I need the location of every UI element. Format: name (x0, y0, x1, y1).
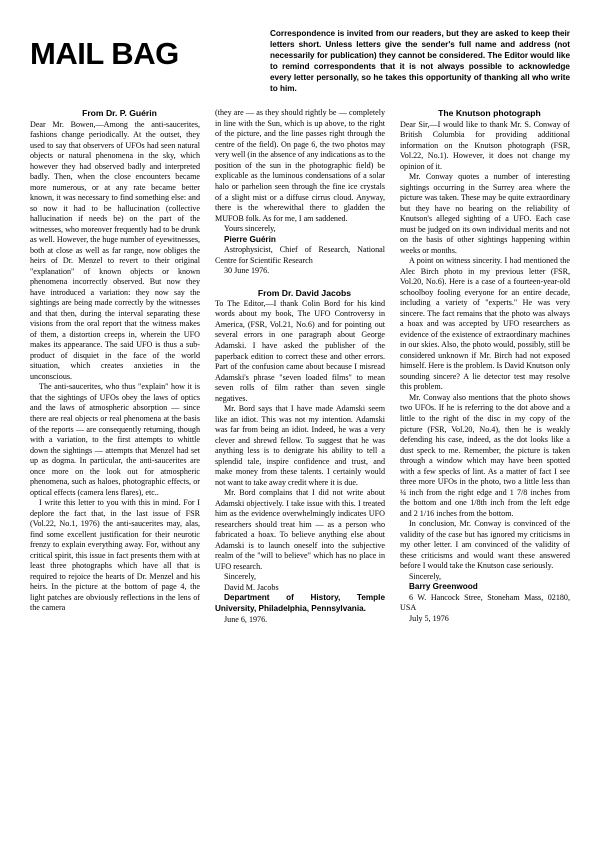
paragraph: The anti-saucerites, who thus "explain" how it is that the sightings of UFOs obey the laws of optics and the laws of atmospheric absorption — since there are real objects or real phenomena at the basis of the reports — are consequently returning, though with a variation, to the first attempts to whittle down the sightings — attempts that Menzel had set up as dogma. In particular, the anti-saucerites are once more on the look out for atmospheric phenomena, such as haloes, photographic effects, or optical effects (camera lens flares), etc.. (30, 382, 200, 497)
paragraph: (they are — as they should rightly be — completely in line with the Sun, which is up above, to the right of the picture, and the line passes right through the centre of the field). On page 6, the two photos may very well (in the absence of any indications as to the position of the sun in the photographic field) be explicable as the luminous condensations of a solar halo or parhelion seen through the fine ice crystals of a slight mist or a diffuse cirrus cloud. Anyway, there is the wherewithal there to gladden the MUFOB folk. As for me, I am saddened. (215, 108, 385, 223)
signature-name: Barry Greenwood (409, 582, 478, 592)
signature-address: 6 W. Hancock Stree, Stoneham Mass, 02180, USA (400, 592, 570, 613)
editorial-note: Correspondence is invited from our readers, but they are asked to keep their letters short. Unless letters give the sender's full name and address (not necessarily for publication) they cannot be considered. The Editor would like to remind correspondents that it is not always possible to acknowledge every letter personally, so he takes this opportunity of thanking all who write to him. (270, 29, 570, 94)
page-title: MAIL BAG (30, 36, 179, 71)
paragraph: Mr. Bord says that I have made Adamski seem like an idiot. This was not my intention. Adamski was far from being an idiot. Indeed, he was a very clever and shrewd fellow. To suggest that he was anything less is to denigrate his ability to tell a splendid tale, inspire confidence and trust, and make money from these talents. I certainly would not want to take away credit where it is due. (215, 404, 385, 487)
signoff: Sincerely, (409, 571, 442, 581)
paragraph: Sincerely, (224, 572, 257, 582)
paragraph: To The Editor,—I thank Colin Bord for his kind words about my book, The UFO Controversy in America, (FSR, Vol.21, No.6) and for pointing out several errors in one paragraph about George Adamski. I have asked the publisher of the paperback edition to correct these and other errors. Part of the confusion came about because I misread Adamski's phrase "seven loaded films" to mean seven rolls of film rather than seven single negatives. (215, 298, 385, 403)
signature-name: Department of History, Temple University, Philadelphia, Pennsylvania. (215, 593, 385, 614)
letter-heading-jacobs: From Dr. David Jacobs (257, 287, 352, 298)
paragraph: Mr. Bord complains that I did not write about Adamski objectively. I take issue with this. I treated him as the evidence overwhelmingly indicates UFO researchers should treat him — as a person who fabricated a hoax. To believe anything else about Adamski is to launch oneself into the subjective realm of the "will to believe" which has no place in UFO research. (215, 488, 385, 571)
column-right (400, 108, 570, 624)
signoff: David M. Jacobs (224, 582, 279, 592)
masthead (30, 28, 570, 94)
letter-heading-knutson: The Knutson photograph (438, 108, 541, 119)
article-columns (30, 108, 570, 625)
signature-date: 30 June 1976. (224, 266, 270, 276)
signature-name: Pierre Guérin (224, 234, 276, 244)
signature-affiliation: June 6, 1976. (224, 614, 268, 624)
paragraph: In conclusion, Mr. Conway is convinced of the validity of the case but has ignored my criticisms in my other letter. I am convinced of the validity of these criticisms and would want these answered before I would take the Knutson case seriously. (400, 519, 570, 571)
paragraph: A point on witness sincerity. I had mentioned the Alec Birch photo in my previous letter (FSR, Vol.20, No.6). Here is a case of a fourteen-year-old schoolboy fooling everyone for an entire decade, including a variety of "experts." He was very sincere. The fact remains that the photo was always a hoax and was accepted by UFO researchers as evidence of the existence of extraordinary machines in our skies. Also, the photo would, possibly, still be considered unknown if Mr. Birch had not exposed himself. Here is the problem. Is David Knutson only sounding sincere? A lie detector test may resolve this problem. (400, 256, 570, 392)
paragraph: I write this letter to you with this in mind. For I deplore the fact that, in the last issue of FSR (Vol.22, No.1, 1976) the anti-saucerites may, alas, find some excellent justification for their neurotic frenzy to explain everything away. For, without any critical spirit, this issue in fact presents them with at least three photographs which have all that is required to rejoice the hearts of Dr. Menzel and his heirs. In the picture at the bottom of page 4, the light patches are obviously reflections in the lens of the camera (30, 498, 200, 613)
paragraph: Dear Sir,—I would like to thank Mr. S. Conway of British Columbia for providing additional information on the Knutson photograph (FSR, Vol.22, No.1). However, it does not change my opinion of it. (400, 119, 570, 171)
paragraph: Mr. Conway also mentions that the photo shows two UFOs. If he is referring to the dot above and a little to the right of the disc in my copy of the picture (FSR, Vol.20, No.4), then he is weakly defending his case, indeed, as the dot looks like a dust speck to me. Remember, the picture is taken through a window which may have been spotted with a few specks of lint. As a matter of fact I see three more UFOs in the photo, two a little less than ¼ inch from the right edge and 1 7/8 inches from the bottom and one 1/8th inch from the left edge and 2 1/16 inches from the bottom. (400, 392, 570, 518)
column-middle (215, 108, 385, 625)
paragraph: Dear Mr. Bowen,—Among the anti-saucerites, fashions change periodically. At the outset, they used to say that observers of UFOs had seen natural objects or natural phenomena in the sky, which however they had observed badly and interpreted badly. Then, when the close encounters became more numerous, or at any rate became better known, it was necessary to find something else: and so now it had to be hallucination (collective hallucination if needs be) on the part of the witnesses, who moreover frequently had to be drunk as well. However, the huge number of eyewitnesses, both at close as well as far range, now obliges the heirs of Dr. Menzel to revert to their original "explanation" of known objects or known phenomena incorrectly observed. But now they have introduced a variation: they now say the sightings are being made correctly by the witnesses and that then, during the interval separating these visions from the oral report that the witness makes of them, a distortion creeps in, wherein the UFO makes its appearance. The said UFO is thus a sub-product of disquiet in the face of the world situation, which creates anxieties in the unconscious. (30, 119, 200, 381)
signature-date: July 5, 1976 (409, 613, 449, 623)
column-left (30, 108, 200, 613)
letter-heading-guerin: From Dr. P. Guérin (82, 108, 157, 119)
signoff: Yours sincerely, (224, 224, 276, 234)
paragraph: Mr. Conway quotes a number of interesting sightings occurring in the Surrey area where the picture was taken. These may be quite extraordinary but they have no bearing on the reliability of Knutson's alleged sighting of a UFO. Each case must be judged on its own individual merits and not on the basis of other sightings happening within weeks or months. (400, 172, 570, 255)
signature-affiliation: Astrophysicist, Chief of Research, National Centre for Scientific Research (215, 245, 385, 265)
